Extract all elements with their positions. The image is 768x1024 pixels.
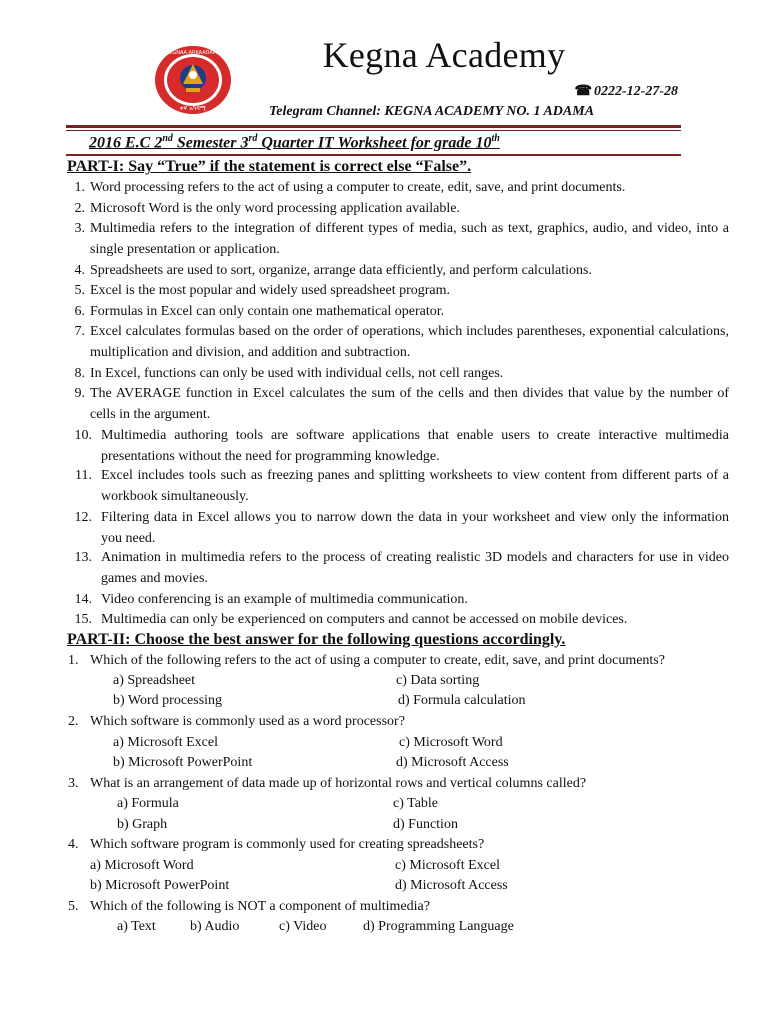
answer-option: a) Microsoft Excel — [113, 735, 218, 750]
item-text: Filtering data in Excel allows you to narrow down the data in your worksheet and view only the information you need. — [101, 510, 729, 546]
question-number: 2. — [68, 714, 79, 729]
item-text: The AVERAGE function in Excel calculates the sum of the cells and then divides that value by the number of cells in the argument. — [90, 386, 729, 422]
answer-option: b) Graph — [117, 817, 168, 832]
question-text: Which of the following is NOT a component of multimedia? — [90, 899, 430, 914]
item-number: 9. — [74, 386, 85, 401]
item-text: Excel calculates formulas based on the order of operations, which includes parentheses, exponential calculations, multiplication and division, and addition and subtraction. — [90, 324, 729, 360]
item-text: Spreadsheets are used to sort, organize, arrange data efficiently, and perform calculations. — [90, 263, 592, 278]
item-text: Video conferencing is an example of multimedia communication. — [101, 592, 468, 607]
answer-option: c) Table — [393, 796, 439, 811]
item-text: Animation in multimedia refers to the process of creating realistic 3D models and characters for use in video games and movies. — [101, 550, 729, 586]
answer-option: b) Microsoft PowerPoint — [113, 755, 253, 770]
worksheet-title: 2016 E.C 2nd Semester 3rd Quarter IT Worksheet for grade 10th — [89, 133, 500, 152]
item-number: 12. — [74, 510, 92, 525]
phone-number-text: 0222-12-27-28 — [594, 84, 678, 99]
item-text: Excel includes tools such as freezing panes and splitting worksheets to view content from different parts of a workbook simultaneously. — [101, 468, 729, 504]
phone-icon: ☎ — [574, 84, 592, 99]
answer-option: c) Microsoft Word — [399, 735, 503, 750]
part2-heading: PART-II: Choose the best answer for the following questions accordingly. — [67, 631, 566, 648]
question-number: 3. — [68, 776, 79, 791]
item-number: 5. — [74, 283, 85, 298]
item-text: Multimedia authoring tools are software applications that enable users to create interactive multimedia presentations without the need for programming knowledge. — [101, 428, 729, 464]
item-text: Multimedia can only be experienced on computers and cannot be accessed on mobile devices. — [101, 612, 628, 627]
item-number: 2. — [74, 201, 85, 216]
answer-option: b) Microsoft PowerPoint — [90, 878, 230, 893]
answer-option: d) Function — [393, 817, 458, 832]
item-number: 13. — [74, 550, 92, 565]
answer-option: d) Programming Language — [363, 919, 514, 934]
answer-option: a) Formula — [117, 796, 179, 811]
header-divider-thin — [66, 130, 681, 131]
question-text: Which software is commonly used as a word processor? — [90, 714, 405, 729]
item-text: Word processing refers to the act of using a computer to create, edit, save, and print documents. — [90, 180, 626, 195]
answer-option: a) Text — [117, 919, 156, 934]
answer-option: a) Microsoft Word — [90, 858, 194, 873]
answer-option: c) Data sorting — [396, 673, 480, 688]
answer-option: c) Microsoft Excel — [395, 858, 500, 873]
item-number: 3. — [74, 221, 85, 236]
question-number: 5. — [68, 899, 79, 914]
svg-text:ቀኛ አካዳሚ: ቀኛ አካዳሚ — [179, 105, 207, 112]
item-number: 10. — [74, 428, 92, 443]
answer-option: d) Microsoft Access — [395, 878, 508, 893]
telegram-channel: Telegram Channel: KEGNA ACADEMY NO. 1 ADAMA — [269, 104, 595, 119]
answer-option: c) Video — [279, 919, 327, 934]
item-number: 15. — [74, 612, 92, 627]
part1-heading: PART-I: Say “True” if the statement is correct else “False”. — [67, 158, 472, 175]
answer-option: d) Microsoft Access — [396, 755, 509, 770]
answer-option: b) Word processing — [113, 693, 223, 708]
item-text: Multimedia refers to the integration of different types of media, such as text, graphics, audio, and video, into a single presentation or application. — [90, 221, 729, 257]
question-text: What is an arrangement of data made up of horizontal rows and vertical columns called? — [90, 776, 587, 791]
item-number: 4. — [74, 263, 85, 278]
page-title: Kegna Academy — [322, 35, 566, 75]
answer-option: a) Spreadsheet — [113, 673, 196, 688]
item-number: 6. — [74, 304, 85, 319]
header-divider — [66, 125, 681, 128]
question-text: Which of the following refers to the act of using a computer to create, edit, save, and print documents? — [90, 653, 665, 668]
svg-text:KEGNAA ARKAADAMII: KEGNAA ARKAADAMII — [165, 50, 221, 56]
answer-option: b) Audio — [190, 919, 240, 934]
item-number: 11. — [75, 468, 92, 483]
question-number: 4. — [68, 837, 79, 852]
item-number: 14. — [74, 592, 92, 607]
title-divider — [66, 154, 681, 156]
item-text: Formulas in Excel can only contain one mathematical operator. — [90, 304, 445, 319]
answer-option: d) Formula calculation — [398, 693, 526, 708]
question-number: 1. — [68, 653, 79, 668]
item-number: 1. — [74, 180, 85, 195]
item-number: 8. — [74, 366, 85, 381]
item-text: Excel is the most popular and widely used spreadsheet program. — [90, 283, 451, 298]
item-text: Microsoft Word is the only word processing application available. — [90, 201, 460, 216]
question-text: Which software program is commonly used for creating spreadsheets? — [90, 837, 485, 852]
item-text: In Excel, functions can only be used with individual cells, not cell ranges. — [90, 366, 504, 381]
phone-number — [575, 83, 678, 100]
item-number: 7. — [74, 324, 85, 339]
